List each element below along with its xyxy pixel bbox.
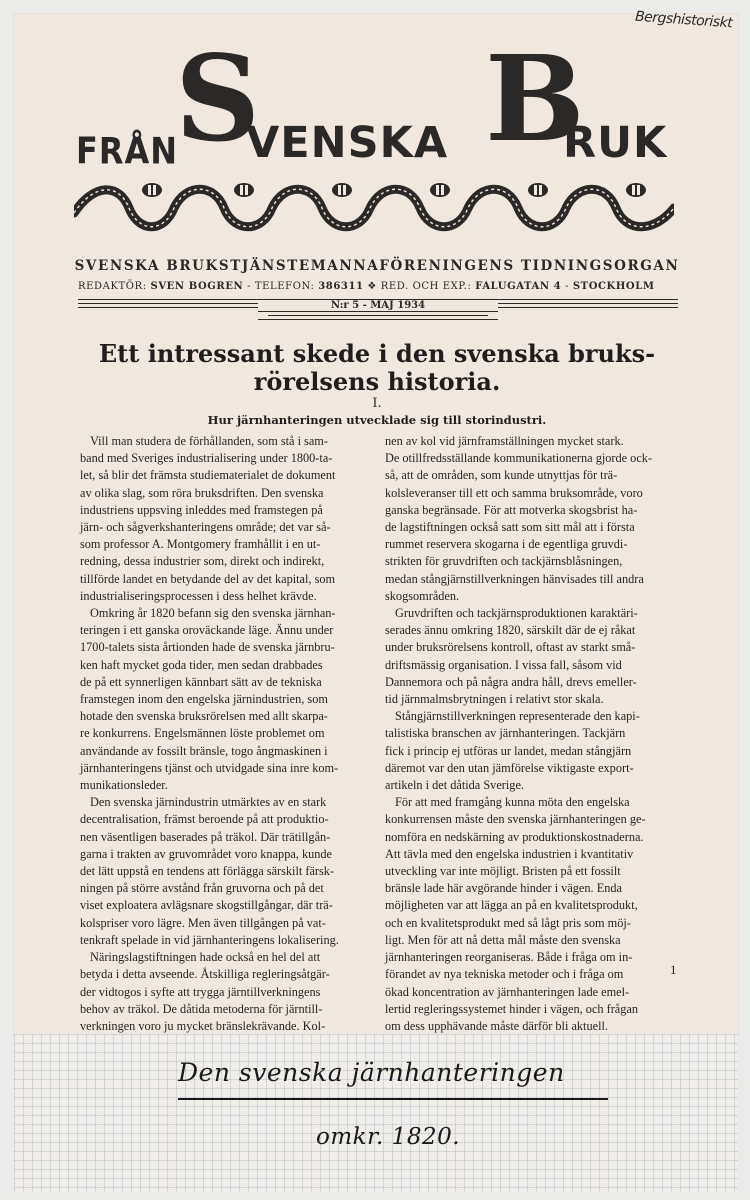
headline-line-1: Ett intressant skede i den svenska bruks- [98, 339, 656, 368]
article-line: nen väsentligen baserades på träkol. Där trätillgån- [80, 829, 331, 844]
article-line: så, att de områden, som kunde utnyttjas för trä- [385, 468, 618, 483]
handwritten-note-line-1: Den svenska järnhanteringen [178, 1058, 565, 1087]
article-line: ökad koncentration av järnhanteringen lade emel- [385, 984, 630, 999]
article-line: konkurrensen måste den svenska järnhanteringen ge- [385, 812, 646, 827]
article-line: ken haft mycket goda tider, men sedan drabbades [80, 657, 323, 672]
article-line: järnhanteringen reorganiseras. Både i fråga om in- [385, 950, 633, 965]
article-part: I. [372, 396, 382, 411]
article-line: decentralisation, främst beroende på att produktio- [80, 812, 329, 827]
article-line: Gruvdriften och tackjärnsproduktionen karaktäri- [395, 606, 638, 621]
article-line: däremot var den utan jämförelse viktigaste export- [385, 760, 634, 775]
article-line: nomföra en nedskärning av produktionskostnaderna. [385, 829, 644, 844]
masthead-svenska: VENSKA [246, 118, 449, 168]
article-line: let, så blir det främsta studiematerialet de dokument [80, 468, 336, 483]
article-line: under bruksrörelsens kontroll, oftast av starkt små- [385, 640, 636, 655]
article-line: band med Sveriges industrialisering under 1800-ta- [80, 451, 333, 466]
article-line: serades ännu omkring 1820, särskilt där de ej råkat [385, 623, 636, 638]
article-line: artikeln i det dåtida Sverige. [385, 778, 524, 793]
article-line: det lätt uppstå en tendens att förlägga särskilt färsk- [80, 864, 335, 879]
article-line: Näringslagstiftningen hade också en hel del att [90, 950, 321, 965]
article-line: lertid regleringssystemet hinder i vägen, och frågan [385, 1001, 639, 1016]
exp-label: RED. OCH EXP.: [380, 281, 472, 292]
article-line: möjligheten var att lägga an på en kvalitetsprodukt, [385, 898, 638, 913]
article-line: re konkurrens. Engelsmännen löste problemet om [80, 726, 325, 741]
redaktor-label: REDAKTÖR: [78, 281, 147, 292]
handwritten-note-line-2: omkr. 1820. [316, 1124, 461, 1150]
article-line: kolspriser voro lägre. Men även tillgången på vat- [80, 915, 326, 930]
article-line: talistiska branschen av järnhanteringen. Tackjärn [385, 726, 626, 741]
article-line: fick i princip ej utföras ur landet, medan stångjärn [385, 743, 632, 758]
article-line: industriens uppsving inleddes med framstegen på [80, 502, 323, 517]
article-line: utveckling var inte möjligt. Bristen på ett fossilt [385, 864, 621, 879]
article-line: bränsle lade här avgörande hinder i vägen. Enda [385, 881, 622, 896]
masthead [58, 29, 678, 175]
article-line: der vidtogos i syfte att trygga järntillverkningens [80, 984, 321, 999]
masthead-subtitle: SVENSKA BRUKSTJÄNSTEMANNAFÖRENINGENS TIDNINGSORGAN [74, 258, 680, 274]
article-line: som professor A. Montgomery framhållit i en ut- [80, 537, 321, 552]
article-line: redning, dessa industrier som, direkt och indirekt, [80, 554, 325, 569]
article-line: ligt. Men för att nå detta mål måste den svenska [385, 932, 621, 947]
masthead-bruk-initial: B [485, 29, 585, 168]
redaktor-name: SVEN BOGREN [150, 281, 244, 292]
article-line: ningen på större avstånd från gruvorna och på det [80, 881, 324, 896]
address: FALUGATAN 4 [475, 281, 562, 292]
separator-ornament: ❖ [367, 281, 377, 292]
article-line: framstegen inom den engelska järnindustrien, som [80, 692, 328, 707]
article-line: tillförde landet en betydande del av det kapital, som [80, 571, 336, 586]
article-line: Stångjärnstillverkningen representerade den kapi- [395, 709, 640, 724]
article-line: teringen i ett ganska oroväckande läge. Ännu under [80, 623, 334, 638]
city: STOCKHOLM [572, 281, 655, 292]
article-line: ganska begränsade. För att motverka skogsbrist ha- [385, 502, 638, 517]
article-line: Omkring år 1820 befann sig den svenska järnhan- [90, 606, 336, 621]
article-line: driftsmässig organisation. I vissa fall, såsom vid [385, 657, 622, 672]
article-line: de lagstiftningen också satt som sitt mål att i första [385, 520, 635, 535]
article-line: Den svenska järnindustrin utmärktes av en stark [90, 795, 327, 810]
article-line: garna i trakten av gruvområdet voro knappa, kunde [80, 846, 332, 861]
article-line: betyda i detta avseende. Åtskilliga regleringsåtgär- [80, 967, 330, 982]
article-line: viset exploatera avlägsnare skogstillgångar, där trä- [80, 898, 333, 913]
article-line: Att tävla med den engelska industrien i kvantitativ [385, 846, 634, 861]
article-line: användande av fossilt bränsle, togo ångmaskinen i [80, 743, 328, 758]
article-line: skogsområden. [385, 588, 460, 603]
headline-line-2: rörelsens historia. [253, 367, 501, 396]
article-line: strikten för gruvdriften och tackjärnsblåsningen, [385, 554, 623, 569]
article-line: om dess upphävande måste därför bli aktuell. [385, 1018, 608, 1033]
article-line: verkningen voro ju mycket bränslekrävande. Kol- [80, 1018, 326, 1033]
article-column-left [80, 433, 376, 1052]
issue-number: N:r 5 - MAJ 1934 [258, 300, 498, 311]
telefon-label: TELEFON: [254, 281, 315, 292]
article-line: 1700-talets sista årtionden hade de svenska järnbru- [80, 640, 335, 655]
telefon-number: 386311 [318, 281, 364, 292]
article-line: de på ett synnerligen kännbart sätt av de tekniska [80, 674, 322, 689]
article-line: förandet av nya tekniska metoder och i fråga om [385, 967, 624, 982]
article-line: kolsleveranser till ett och samma bruksområde, voro [385, 485, 643, 500]
article-line: järn- och sågverkshanteringens område; det var så- [80, 520, 331, 535]
article-line: av olika slag, som röra bruksdriften. Den svenska [80, 485, 324, 500]
article-line: hotade den svenska bruksrörelsen med allt skarpa- [80, 709, 328, 724]
masthead-svenska-initial: S [175, 29, 261, 168]
article-line: Vill man studera de förhållanden, som stå i sam- [90, 434, 328, 448]
masthead-fran: FRÅN [76, 129, 179, 173]
article-line: tenkraft spelade in vid järnhanteringens lokalisering. [80, 932, 339, 947]
article-line: industrialiseringsprocessen i dess helhet krävde. [80, 588, 317, 603]
article-line: För att med framgång kunna möta den engelska [395, 795, 630, 810]
masthead-bruk: RUK [563, 118, 668, 168]
editor-line: REDAKTÖR: SVEN BOGREN - TELEFON: 386311 ❖ RED. OCH EXP.: FALUGATAN 4 - STOCKHOLM [78, 281, 655, 292]
article-line: Dannemora och på några andra håll, drevs emeller- [385, 674, 637, 689]
page-number: 1 [670, 962, 677, 977]
article-deck: Hur järnhanteringen utvecklade sig till storindustri. [207, 413, 547, 427]
article-column-right [385, 433, 680, 1052]
article-line: De otillfredsställande kommunikationerna gjorde ock- [385, 451, 653, 466]
archive-note: Bergshistoriskt [634, 8, 733, 32]
article-line: behov av träkol. De dåtida metoderna för järntill- [80, 1001, 323, 1016]
article-line: och en kvalitetsprodukt med så lågt pris som möj- [385, 915, 631, 930]
article-headline [62, 340, 692, 396]
article-line: medan stångjärnstillverkningen hänvisades till andra [385, 571, 644, 586]
article-line: munikationsleder. [80, 778, 168, 793]
masthead-ornament [74, 178, 674, 248]
article-line: tid järnmalmsbrytningen i relativt stor skala. [385, 692, 604, 707]
article-line: nen av kol vid järnframställningen mycket stark. [385, 434, 624, 448]
handwritten-underline [178, 1098, 608, 1100]
article-line: rummet reservera skogarna i de egentliga gruvdi- [385, 537, 628, 552]
article-line: järnhanteringens tjänst och utvidgade sina inre kom- [80, 760, 339, 775]
